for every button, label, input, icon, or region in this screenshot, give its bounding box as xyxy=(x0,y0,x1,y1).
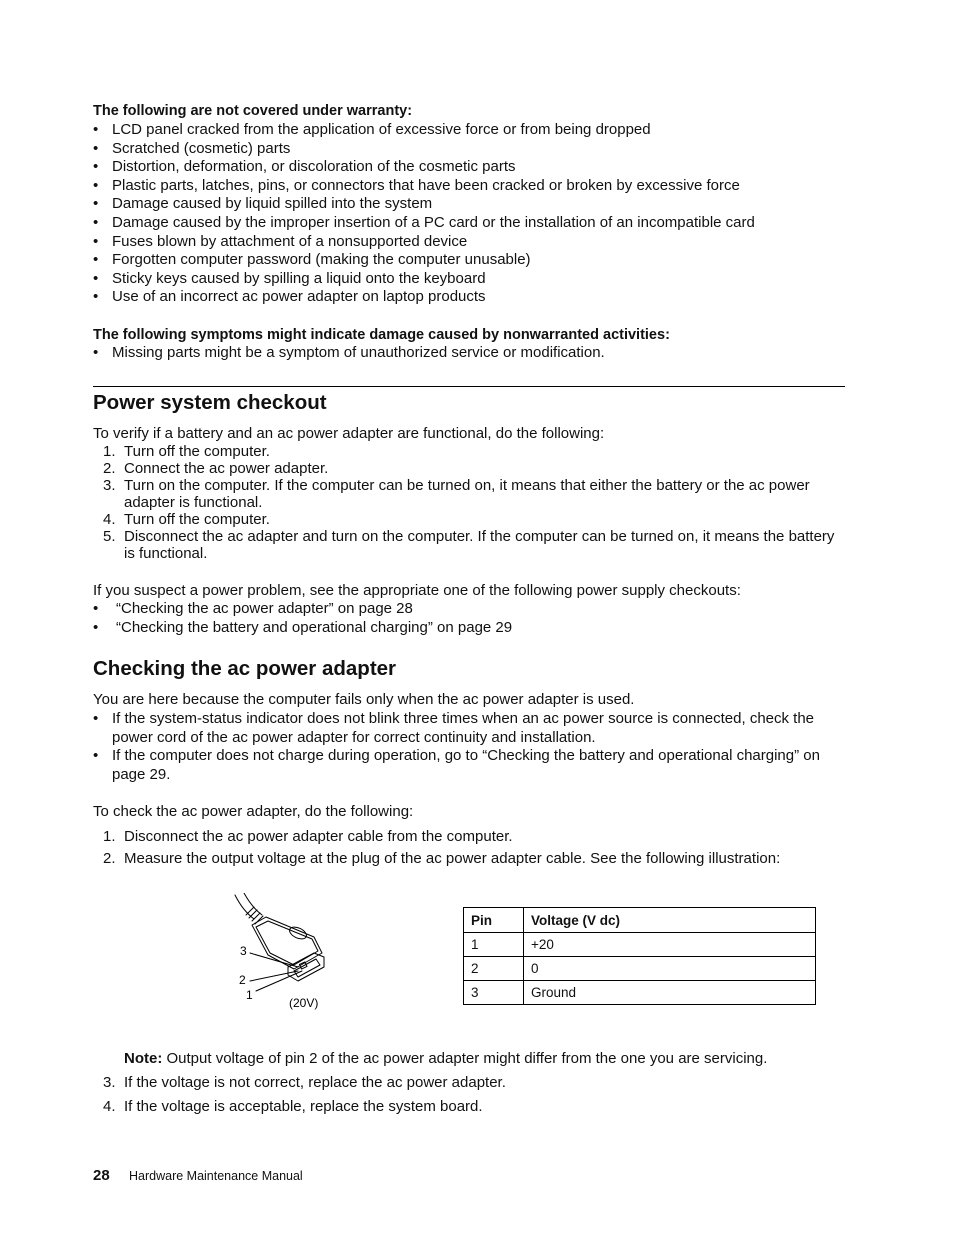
list-item: • Damage caused by the improper insertion of a PC card or the installation of an incompatible card xyxy=(93,214,845,233)
symptoms-list xyxy=(93,344,845,363)
section-divider xyxy=(93,386,845,387)
power-suspect-text: If you suspect a power problem, see the appropriate one of the following power supply checkouts: xyxy=(93,582,741,599)
table-row xyxy=(464,957,816,981)
list-item: • Damage caused by liquid spilled into the system xyxy=(93,195,845,214)
list-item: • If the computer does not charge during operation, go to “Checking the battery and operational charging” on page 29. xyxy=(93,747,845,784)
step-number: 3. xyxy=(103,477,116,494)
ac-adapter-list xyxy=(93,710,845,784)
page-number: 28 xyxy=(93,1167,110,1184)
header-pin: Pin xyxy=(464,908,524,933)
step-number: 3. xyxy=(103,1074,116,1091)
list-item: • Missing parts might be a symptom of unauthorized service or modification. xyxy=(93,344,845,363)
step-text: Turn off the computer. xyxy=(124,443,270,460)
list-item: • Scratched (cosmetic) parts xyxy=(93,140,845,159)
list-item xyxy=(93,511,845,528)
pin-label-2: 2 xyxy=(239,973,246,987)
step-text: Measure the output voltage at the plug of the ac power adapter cable. See the following illustration: xyxy=(124,850,781,867)
checkout-links xyxy=(93,600,845,637)
table-row xyxy=(464,933,816,957)
cell-voltage: +20 xyxy=(524,933,816,957)
checkout-link-ac-adapter[interactable]: • “Checking the ac power adapter” on page 28 xyxy=(93,600,845,619)
cell-voltage: Ground xyxy=(524,981,816,1005)
checkout-link-battery[interactable]: • “Checking the battery and operational charging” on page 29 xyxy=(93,619,845,638)
warranty-heading: The following are not covered under warranty: xyxy=(93,103,413,119)
cell-pin: 2 xyxy=(464,957,524,981)
step-text: If the voltage is acceptable, replace the system board. xyxy=(124,1098,483,1115)
pin-label-1: 1 xyxy=(246,988,253,1002)
power-checkout-intro: To verify if a battery and an ac power adapter are functional, do the following: xyxy=(93,425,605,442)
cell-voltage: 0 xyxy=(524,957,816,981)
table-row xyxy=(464,981,816,1005)
step-number: 2. xyxy=(103,460,116,477)
step-text: Turn off the computer. xyxy=(124,511,270,528)
list-item: • Plastic parts, latches, pins, or connectors that have been cracked or broken by excessive force xyxy=(93,177,845,196)
note-label: Note: xyxy=(124,1050,163,1067)
list-item: • If the system-status indicator does not blink three times when an ac power source is connected, check the power cord of the ac power adapter for correct continuity and installation. xyxy=(93,710,845,747)
table-header-row xyxy=(464,908,816,933)
cell-pin: 1 xyxy=(464,933,524,957)
step-text: Connect the ac power adapter. xyxy=(124,460,329,477)
power-checkout-steps xyxy=(93,443,845,562)
list-item xyxy=(93,528,845,562)
list-item: • LCD panel cracked from the application of excessive force or from being dropped xyxy=(93,121,845,140)
manual-title: Hardware Maintenance Manual xyxy=(129,1169,303,1183)
ac-adapter-plug-illustration xyxy=(232,893,332,1013)
note-text: Output voltage of pin 2 of the ac power adapter might differ from the one you are servicing. xyxy=(162,1050,768,1067)
step-text: If the voltage is not correct, replace the ac power adapter. xyxy=(124,1074,506,1091)
voltage-caption: (20V) xyxy=(289,996,319,1010)
cell-pin: 3 xyxy=(464,981,524,1005)
symptoms-heading: The following symptoms might indicate damage caused by nonwarranted activities: xyxy=(93,327,670,343)
ac-adapter-title: Checking the ac power adapter xyxy=(93,657,397,680)
step-number: 1. xyxy=(103,443,116,460)
step-text: Turn on the computer. If the computer can be turned on, it means that either the battery or the ac power adapter is functional. xyxy=(124,477,810,511)
list-item xyxy=(93,460,845,477)
list-item xyxy=(93,443,845,460)
list-item: • Use of an incorrect ac power adapter on laptop products xyxy=(93,288,845,307)
step-text: Disconnect the ac power adapter cable from the computer. xyxy=(124,828,513,845)
pin-label-3: 3 xyxy=(240,944,247,958)
step-number: 1. xyxy=(103,828,116,845)
header-voltage: Voltage (V dc) xyxy=(524,908,816,933)
list-item: • Sticky keys caused by spilling a liquid onto the keyboard xyxy=(93,270,845,289)
check-intro: To check the ac power adapter, do the following: xyxy=(93,803,414,820)
list-item: • Forgotten computer password (making the computer unusable) xyxy=(93,251,845,270)
power-checkout-title: Power system checkout xyxy=(93,391,327,414)
list-item xyxy=(93,477,845,511)
step-number: 5. xyxy=(103,528,116,545)
step-number: 2. xyxy=(103,850,116,867)
note xyxy=(124,1050,767,1068)
ac-adapter-intro: You are here because the computer fails only when the ac power adapter is used. xyxy=(93,691,635,708)
step-number: 4. xyxy=(103,511,116,528)
warranty-list xyxy=(93,121,845,307)
pin-voltage-table xyxy=(463,907,816,1005)
list-item: • Fuses blown by attachment of a nonsupported device xyxy=(93,233,845,252)
step-number: 4. xyxy=(103,1098,116,1115)
list-item: • Distortion, deformation, or discoloration of the cosmetic parts xyxy=(93,158,845,177)
step-text: Disconnect the ac adapter and turn on the computer. If the computer can be turned on, it means the battery is functional. xyxy=(124,528,835,562)
